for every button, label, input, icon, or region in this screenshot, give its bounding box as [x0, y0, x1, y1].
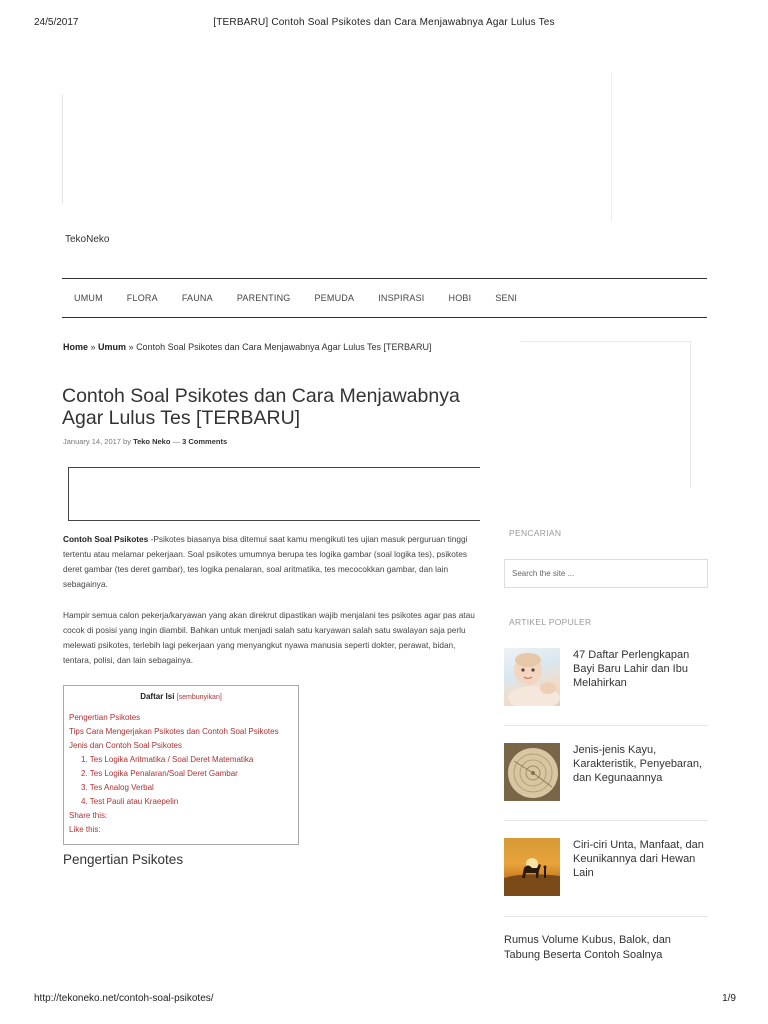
post-comments-link[interactable]: 3 Comments [182, 437, 228, 446]
main-navigation [62, 278, 707, 318]
breadcrumb [63, 342, 432, 352]
camel-thumbnail[interactable] [504, 838, 560, 896]
popular-article-title[interactable]: 47 Daftar Perlengkapan Bayi Baru Lahir dan Ibu Melahirkan [573, 649, 690, 689]
breadcrumb-current: Contoh Soal Psikotes dan Cara Menjawabnya Agar Lulus Tes [TERBARU] [136, 342, 432, 352]
body-paragraph: Hampir semua calon pekerja/karyawan yang akan direkrut dipastikan wajib menjalani tes psikotes agar pas atau cocok di posisi yang ingin diambil. Bahkan untuk menjadi salah satu karyawan salah satu swalayan saja perlu melewati psikotes, terlebih lagi pekerjaan yang menyangkut nyawa manusia seperti dokter, perawat, bidan, tentara, polisi, dan lain sebagainya. [63, 610, 475, 665]
search-input[interactable]: Search the site ... [504, 559, 708, 588]
intro-text: -Psikotes biasanya bisa ditemui saat kamu mengikuti tes ujian masuk perguruan tinggi tertentu atau melamar pekerjaan. Soal psikotes umumnya berupa tes logika gambar (soal logika tes), psikotes deret gambar (tes deret gambar), tes logika penalaran, soal aritmatika, tes mecocokkan gambar, dan lain sebagainya. [63, 534, 468, 589]
nav-item-pemuda[interactable]: PEMUDA [314, 293, 355, 303]
header-ad-placeholder [62, 72, 612, 222]
intro-paragraph [63, 532, 485, 592]
nav-item-fauna[interactable]: FAUNA [181, 293, 213, 303]
popular-article[interactable] [504, 838, 708, 917]
breadcrumb-category[interactable]: Umum [98, 342, 127, 352]
baby-thumbnail[interactable] [504, 648, 560, 706]
search-widget-title: PENCARIAN [509, 528, 562, 538]
inline-ad-placeholder [68, 467, 480, 521]
post-meta [63, 437, 227, 446]
popular-article[interactable] [504, 648, 708, 726]
section-heading: Pengertian Psikotes [63, 852, 184, 867]
post-author-link[interactable]: Teko Neko [133, 437, 171, 446]
wood-thumbnail[interactable] [504, 743, 560, 801]
breadcrumb-separator: » [88, 342, 99, 352]
toc-item[interactable]: Jenis dan Contoh Soal Psikotes [69, 741, 182, 750]
toc-subitem[interactable]: 2. Tes Logika Penalaran/Soal Deret Gambar [81, 769, 238, 778]
nav-item-flora[interactable]: FLORA [126, 293, 158, 303]
post-by: by [120, 437, 134, 446]
toc-header [69, 692, 293, 701]
nav-item-seni[interactable]: SENI [495, 293, 518, 303]
nav-item-parenting[interactable]: PARENTING [236, 293, 291, 303]
print-page-number: 1/9 [722, 993, 736, 1004]
toc-subitem[interactable]: 4. Test Pauli atau Kraepelin [81, 797, 179, 806]
popular-article-title[interactable]: Jenis-jenis Kayu, Karakteristik, Penyebaran, dan Kegunaannya [573, 744, 703, 784]
toc-subitem[interactable]: 1. Tes Logika Aritmatika / Soal Deret Matematika [81, 755, 254, 764]
toc-toggle-link[interactable]: [sembunyikan] [176, 694, 222, 701]
post-title: Contoh Soal Psikotes dan Cara Menjawabnya Agar Lulus Tes [TERBARU] [62, 385, 460, 429]
popular-article-title[interactable]: Ciri-ciri Unta, Manfaat, dan Keunikannya dari Hewan Lain [573, 839, 704, 879]
popular-widget-title: ARTIKEL POPULER [509, 617, 592, 627]
toc-item-like[interactable]: Like this: [69, 825, 101, 834]
toc-item-share[interactable]: Share this: [69, 811, 108, 820]
toc-item[interactable]: Pengertian Psikotes [69, 713, 141, 722]
post-date: January 14, 2017 [63, 437, 121, 446]
sidebar-ad-placeholder [521, 341, 691, 488]
toc-item[interactable]: Tips Cara Mengerjakan Psikotes dan Contoh Soal Psikotes [69, 727, 279, 736]
intro-bold-term: Contoh Soal Psikotes [63, 534, 149, 544]
nav-item-hobi[interactable]: HOBI [448, 293, 472, 303]
toc-title: Daftar Isi [140, 692, 175, 701]
print-date: 24/5/2017 [34, 17, 79, 28]
breadcrumb-separator: » [126, 342, 137, 352]
site-title[interactable]: TekoNeko [65, 234, 110, 245]
print-title: [TERBARU] Contoh Soal Psikotes dan Cara Menjawabnya Agar Lulus Tes [213, 17, 555, 28]
nav-item-umum[interactable]: UMUM [74, 293, 103, 303]
meta-dash: — [170, 437, 183, 446]
toc-subitem[interactable]: 3. Tes Analog Verbal [81, 783, 154, 792]
breadcrumb-home[interactable]: Home [63, 342, 89, 352]
nav-item-inspirasi[interactable]: INSPIRASI [378, 293, 425, 303]
popular-article-title[interactable]: Rumus Volume Kubus, Balok, dan Tabung Beserta Contoh Soalnya [504, 934, 671, 961]
table-of-contents [63, 685, 299, 845]
popular-article[interactable] [504, 743, 708, 821]
print-url: http://tekoneko.net/contoh-soal-psikotes/ [34, 993, 214, 1004]
